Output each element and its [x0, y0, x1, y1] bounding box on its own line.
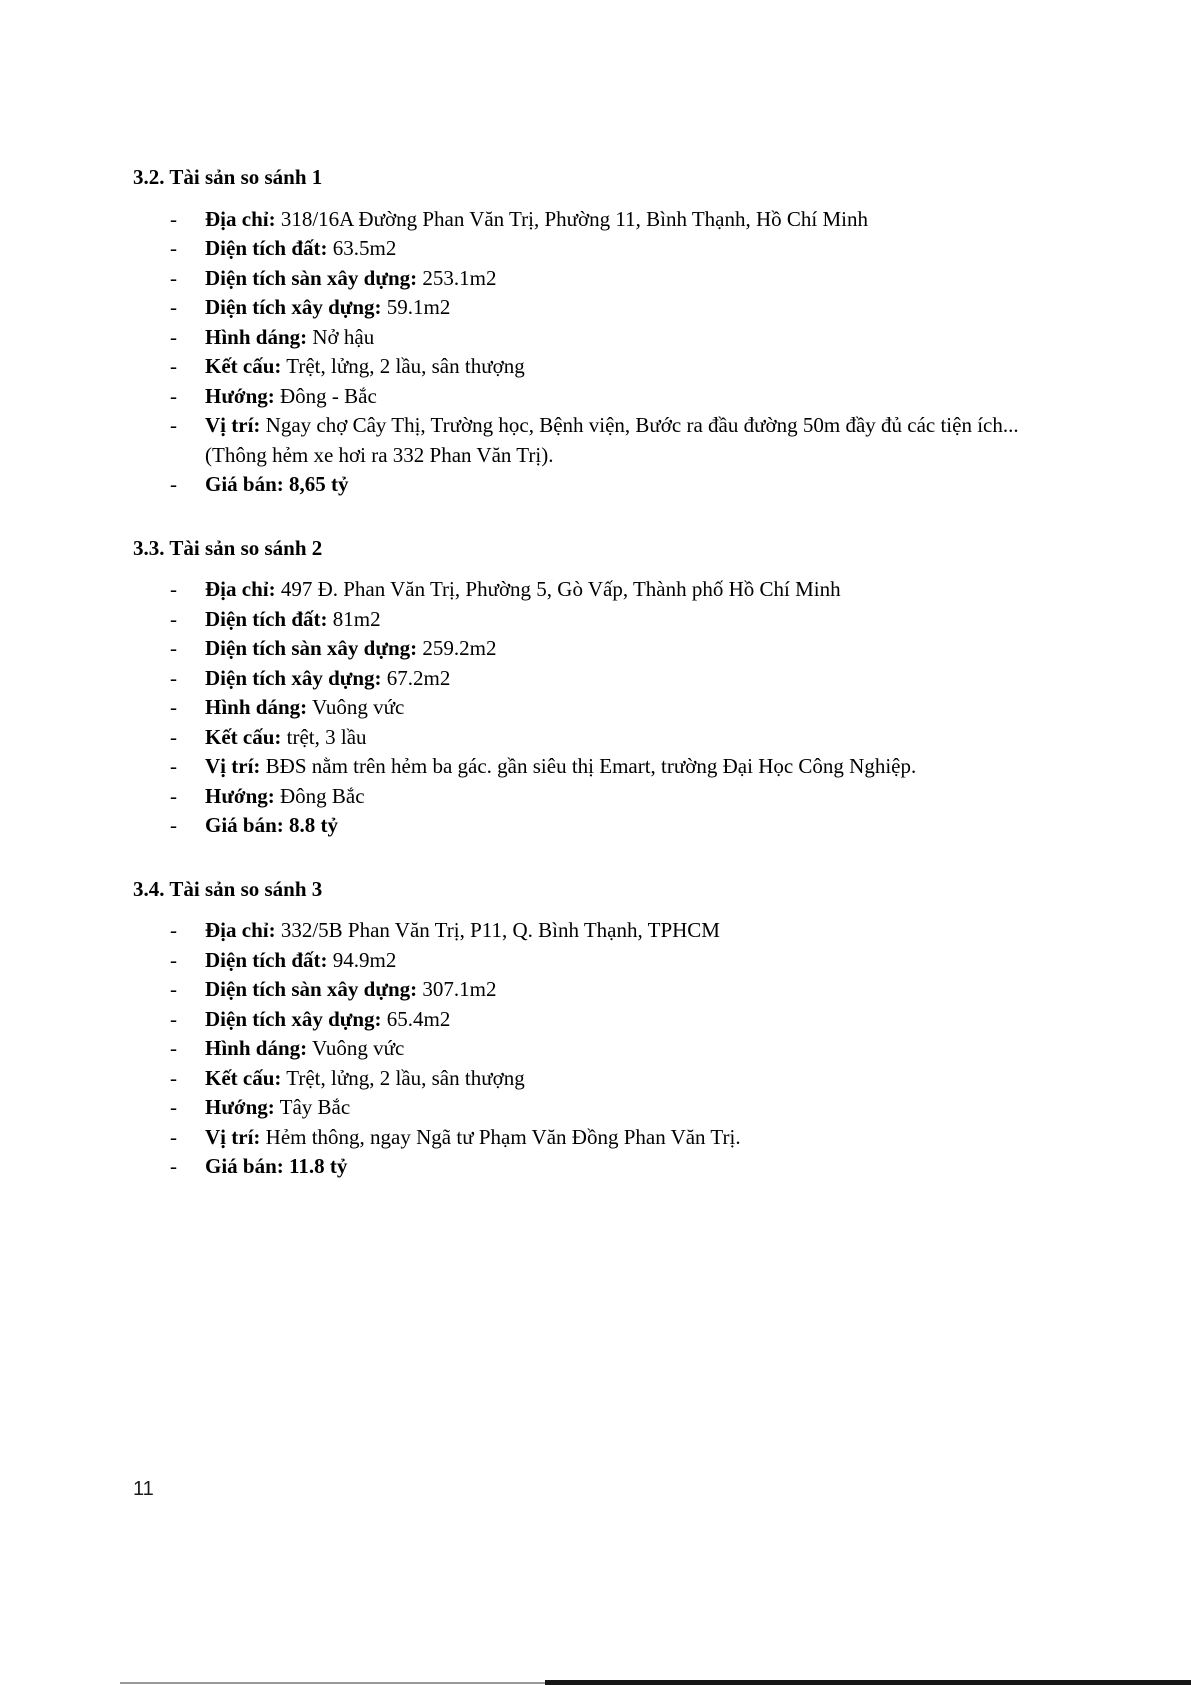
list-item — [133, 782, 1073, 812]
list-item — [133, 723, 1073, 753]
item-label: Kết cấu: — [205, 354, 282, 378]
comparable-property-section — [133, 163, 1073, 500]
bullet-dash: - — [170, 383, 177, 408]
list-item — [133, 1093, 1073, 1123]
bullet-dash: - — [170, 1065, 177, 1090]
list-item — [133, 693, 1073, 723]
bullet-dash: - — [170, 606, 177, 631]
item-text — [205, 664, 1073, 694]
bullet-dash: - — [170, 754, 177, 778]
item-text — [205, 975, 1073, 1005]
list-item — [133, 1123, 1073, 1153]
bullet-dash: - — [170, 236, 177, 260]
item-text — [205, 1034, 1073, 1064]
item-text — [205, 293, 1073, 323]
item-text — [205, 811, 1073, 841]
list-item — [133, 352, 1073, 382]
list-item — [133, 411, 1073, 470]
item-value: 8.8 tỷ — [283, 813, 339, 837]
item-value: 59.1m2 — [381, 295, 451, 319]
list-item — [133, 916, 1073, 946]
item-value: 65.4m2 — [381, 1006, 451, 1031]
item-label: Hình dáng: — [205, 324, 308, 349]
item-value: BĐS nằm trên hẻm ba gác. gần siêu thị Emart, trường Đại Học Công Nghiệp. — [260, 754, 917, 778]
item-label: Diện tích sàn xây dựng: — [205, 636, 418, 660]
item-label: Diện tích đất: — [205, 947, 328, 972]
item-label: Diện tích xây dựng: — [205, 665, 382, 690]
list-item — [133, 234, 1073, 264]
item-value: Trệt, lửng, 2 lầu, sân thượng — [281, 354, 525, 378]
item-label: Vị trí: — [205, 413, 261, 437]
item-label: Kết cấu: — [205, 1065, 282, 1090]
list-item — [133, 1152, 1073, 1182]
item-text — [205, 782, 1073, 812]
list-item — [133, 811, 1073, 841]
comparable-property-section — [133, 875, 1073, 1182]
item-label: Diện tích sàn xây dựng: — [205, 977, 418, 1001]
item-label: Hình dáng: — [205, 695, 308, 719]
item-value: Trệt, lửng, 2 lầu, sân thượng — [281, 1065, 525, 1090]
item-text — [205, 352, 1073, 382]
item-label: Địa chỉ: — [205, 577, 276, 601]
list-item — [133, 293, 1073, 323]
item-value: Vuông vức — [307, 695, 405, 719]
item-text — [205, 411, 1073, 470]
item-label: Vị trí: — [205, 1124, 261, 1149]
item-label: Diện tích xây dựng: — [205, 295, 382, 319]
item-value: Hẻm thông, ngay Ngã tư Phạm Văn Đồng Phan Văn Trị. — [260, 1124, 741, 1149]
item-label: Diện tích đất: — [205, 606, 328, 631]
item-label: Hướng: — [205, 383, 275, 408]
item-label: Diện tích đất: — [205, 236, 328, 260]
item-value: 318/16A Đường Phan Văn Trị, Phường 11, Bình Thạnh, Hồ Chí Minh — [275, 206, 868, 231]
list-item — [133, 975, 1073, 1005]
bullet-dash: - — [170, 354, 177, 378]
item-text — [205, 723, 1073, 753]
bullet-dash: - — [170, 665, 177, 690]
list-item — [133, 605, 1073, 635]
item-label: Địa chỉ: — [205, 206, 276, 231]
item-list — [133, 205, 1073, 500]
list-item — [133, 264, 1073, 294]
item-text — [205, 382, 1073, 412]
item-text — [205, 1093, 1073, 1123]
bullet-dash: - — [170, 1006, 177, 1031]
item-label: Giá bán: — [205, 1154, 284, 1178]
item-text — [205, 1064, 1073, 1094]
bullet-dash: - — [170, 724, 177, 749]
item-label: Giá bán: — [205, 813, 284, 837]
section-heading: 3.2. Tài sản so sánh 1 — [133, 165, 323, 189]
section-heading: 3.3. Tài sản so sánh 2 — [133, 535, 323, 560]
item-text — [205, 1123, 1073, 1153]
item-value: Tây Bắc — [274, 1095, 351, 1119]
list-item — [133, 470, 1073, 500]
bullet-dash: - — [170, 636, 177, 660]
item-value: 8,65 tỷ — [283, 472, 349, 496]
item-label: Hình dáng: — [205, 1036, 308, 1060]
item-label: Diện tích sàn xây dựng: — [205, 265, 418, 290]
item-value: Nở hậu — [307, 324, 375, 349]
bullet-dash: - — [170, 1154, 177, 1178]
bullet-dash: - — [170, 783, 177, 808]
bullet-dash: - — [170, 1036, 177, 1060]
item-text — [205, 205, 1073, 235]
list-item — [133, 1005, 1073, 1035]
item-text — [205, 946, 1073, 976]
item-text — [205, 264, 1073, 294]
comparable-property-section — [133, 534, 1073, 841]
section-heading: 3.4. Tài sản so sánh 3 — [133, 876, 323, 901]
item-label: Hướng: — [205, 783, 275, 808]
item-label: Hướng: — [205, 1095, 275, 1119]
bullet-dash: - — [170, 206, 177, 231]
page-bottom-edge-light — [120, 1682, 548, 1684]
item-value: 11.8 tỷ — [283, 1154, 348, 1178]
item-value: 81m2 — [327, 606, 381, 631]
bullet-dash: - — [170, 947, 177, 972]
item-text — [205, 605, 1073, 635]
item-value: 63.5m2 — [327, 236, 397, 260]
bullet-dash: - — [170, 977, 177, 1001]
bullet-dash: - — [170, 472, 177, 496]
bullet-dash: - — [170, 413, 177, 437]
item-value: 67.2m2 — [381, 665, 451, 690]
item-value: 94.9m2 — [327, 947, 397, 972]
item-value: Ngay chợ Cây Thị, Trường học, Bệnh viện, Bước ra đầu đường 50m đầy đủ các tiện ích... (Thông hẻm xe hơi ra 332 Phan Văn Trị). — [205, 413, 1019, 467]
item-text — [205, 1005, 1073, 1035]
bullet-dash: - — [170, 813, 177, 837]
item-list — [133, 916, 1073, 1182]
item-text — [205, 575, 1073, 605]
item-text — [205, 634, 1073, 664]
list-item — [133, 382, 1073, 412]
item-label: Giá bán: — [205, 472, 284, 496]
item-text — [205, 752, 1073, 782]
item-text — [205, 916, 1073, 946]
item-value: trệt, 3 lầu — [281, 724, 367, 749]
item-value: 307.1m2 — [417, 977, 497, 1001]
item-label: Địa chỉ: — [205, 918, 276, 942]
item-text — [205, 234, 1073, 264]
item-text — [205, 323, 1073, 353]
list-item — [133, 664, 1073, 694]
item-value: 253.1m2 — [417, 265, 497, 290]
item-text — [205, 1152, 1073, 1182]
list-item — [133, 946, 1073, 976]
item-label: Diện tích xây dựng: — [205, 1006, 382, 1031]
bullet-dash: - — [170, 1095, 177, 1119]
item-value: Đông Bắc — [274, 783, 365, 808]
item-text — [205, 693, 1073, 723]
bullet-dash: - — [170, 918, 177, 942]
page-number: 11 — [133, 1478, 154, 1500]
page-bottom-edge-dark — [545, 1680, 1191, 1685]
item-value: 332/5B Phan Văn Trị, P11, Q. Bình Thạnh, TPHCM — [275, 918, 720, 942]
bullet-dash: - — [170, 324, 177, 349]
bullet-dash: - — [170, 695, 177, 719]
bullet-dash: - — [170, 1124, 177, 1149]
list-item — [133, 752, 1073, 782]
bullet-dash: - — [170, 295, 177, 319]
bullet-dash: - — [170, 265, 177, 290]
item-list — [133, 575, 1073, 841]
list-item — [133, 1064, 1073, 1094]
item-value: Đông - Bắc — [274, 383, 377, 408]
list-item — [133, 323, 1073, 353]
item-value: 497 Đ. Phan Văn Trị, Phường 5, Gò Vấp, Thành phố Hồ Chí Minh — [275, 577, 841, 601]
list-item — [133, 634, 1073, 664]
list-item — [133, 205, 1073, 235]
list-item — [133, 1034, 1073, 1064]
item-text — [205, 470, 1073, 500]
bullet-dash: - — [170, 577, 177, 601]
item-value: 259.2m2 — [417, 636, 497, 660]
item-value: Vuông vức — [307, 1036, 405, 1060]
item-label: Vị trí: — [205, 754, 261, 778]
item-label: Kết cấu: — [205, 724, 282, 749]
list-item — [133, 575, 1073, 605]
